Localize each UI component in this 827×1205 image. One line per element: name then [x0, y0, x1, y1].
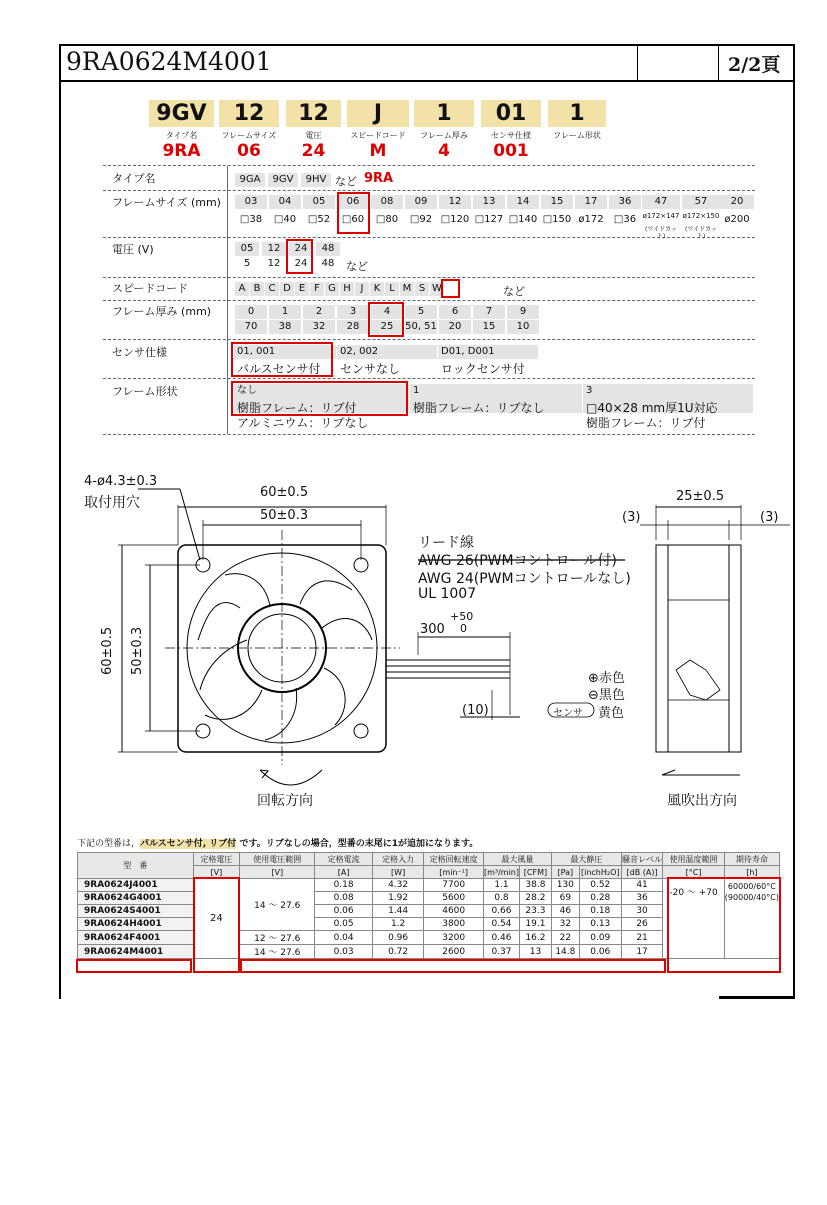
type-option: 9GV [268, 173, 298, 187]
shape-code: 1 [410, 384, 582, 398]
speed-code: S [415, 282, 429, 296]
th: 定格電流 [315, 853, 372, 866]
model-cell: 9RA0624M4001 [78, 945, 194, 959]
cell: 26 [621, 918, 663, 931]
frame-size-code: 12 [439, 195, 471, 209]
frame-size-code: 09 [405, 195, 437, 209]
highlight-box [667, 877, 781, 973]
frame-size-code: 05 [303, 195, 335, 209]
th-unit: [W] [372, 866, 424, 879]
code-selected: 001 [493, 141, 529, 161]
hole-label: 取付用穴 [84, 495, 140, 511]
doc-title: 9RA0624M4001 [66, 47, 272, 76]
code-selected: 24 [301, 141, 326, 161]
th: 使用温度範囲 [663, 853, 724, 866]
thickness-value: 70 [235, 320, 267, 334]
cell: 1.44 [372, 905, 424, 918]
note-post: です。リブなしの場合，型番の末尾に1が追加になります。 [236, 839, 479, 849]
type-option: 9GA [235, 173, 265, 187]
speed-code: L [385, 282, 399, 296]
sensor-value: パルスセンサ付 [237, 362, 321, 376]
th: 定格電圧 [193, 853, 240, 866]
voltage-code: 24 [289, 242, 313, 256]
spec-thickness-label: フレーム厚み (mm) [112, 305, 212, 318]
side-gap: (3) [760, 510, 779, 525]
life-1: 60000/60°C [727, 882, 776, 891]
cell: 0.54 [483, 918, 519, 931]
shape-value: 樹脂フレーム：リブ付 [237, 401, 357, 415]
voltage-code: 48 [316, 242, 340, 256]
thickness-value: 15 [473, 320, 505, 334]
height-60: 60±0.5 [100, 626, 115, 675]
cell: 41 [621, 879, 663, 892]
code-label: フレーム形状 [553, 131, 601, 140]
voltage-range: 14 ～ 27.6 [240, 879, 315, 931]
frame-size-code: 20 [720, 195, 754, 209]
strip-length: (10) [462, 703, 489, 718]
frame-note: (ワイドカット) [685, 226, 717, 240]
cell: 69 [551, 892, 579, 905]
lead-title: リード線 [418, 535, 474, 551]
cell: 0.8 [483, 892, 519, 905]
code-label: フレーム厚み [420, 131, 468, 140]
speed-code: K [370, 282, 384, 296]
cell: 4600 [424, 905, 484, 918]
airflow-label: 風吹出方向 [667, 793, 737, 809]
thickness-code: 2 [303, 305, 335, 319]
voltage-code: 05 [235, 242, 259, 256]
cell: 0.46 [483, 931, 519, 945]
shape-value: □40×28 mm厚1U対応 [586, 401, 718, 415]
sensor-code: 02, 002 [337, 345, 437, 359]
frame-size-value: □60 [341, 214, 365, 225]
th-unit: [V] [193, 866, 240, 879]
model-cell: 9RA0624F4001 [78, 931, 194, 945]
cell: 0.96 [372, 931, 424, 945]
cell: 0.18 [315, 879, 372, 892]
cell: 0.03 [315, 945, 372, 959]
code-label: センサ仕様 [491, 131, 531, 140]
th-unit: [°C] [663, 866, 724, 879]
cell: 30 [621, 905, 663, 918]
frame-size-value: ø172×150 [682, 212, 720, 220]
th: 最大風量 [483, 853, 551, 866]
type-nado: など [335, 175, 357, 188]
voltage-code: 12 [262, 242, 286, 256]
voltage-value: 5 [243, 258, 251, 269]
spec-frame-label: フレームサイズ (mm) [112, 196, 221, 209]
rated-voltage: 24 [193, 879, 240, 959]
thickness-value: 28 [337, 320, 369, 334]
spec-shape-label: フレーム形状 [112, 385, 178, 398]
frame-size-value: ø172 [578, 214, 604, 225]
cell: 17 [621, 945, 663, 959]
frame-size-code: 36 [609, 195, 641, 209]
cell: 7700 [424, 879, 484, 892]
shape-value: アルミニウム：リブなし [237, 416, 369, 430]
sensor-value: センサなし [340, 362, 401, 376]
thickness-value: 50, 51 [405, 321, 437, 332]
code-box: 12 [219, 100, 279, 127]
note-highlight: パルスセンサ付, リブ付 [140, 839, 237, 849]
thickness-code: 7 [473, 305, 505, 319]
cell: 3200 [424, 931, 484, 945]
spec-sensor-label: センサ仕様 [112, 346, 167, 359]
code-selected: 9RA [162, 141, 201, 161]
speed-code: H [340, 282, 354, 296]
cell: 0.06 [315, 905, 372, 918]
sensor-value: ロックセンサ付 [441, 362, 525, 376]
speed-code: E [295, 282, 309, 296]
speed-code: F [310, 282, 324, 296]
thickness-code: 9 [507, 305, 539, 319]
th-unit: [A] [315, 866, 372, 879]
sensor-tag: センサ [553, 708, 583, 719]
code-selected: 4 [438, 141, 450, 161]
frame-size-value: □80 [375, 214, 399, 225]
speed-nado: など [503, 285, 525, 298]
highlight-box [76, 959, 192, 973]
lead-ul: UL 1007 [418, 586, 477, 602]
shape-code: 3 [583, 384, 753, 398]
thickness-code: 5 [405, 305, 437, 319]
frame-size-value: □40 [273, 214, 297, 225]
cell: 1.2 [372, 918, 424, 931]
thickness-code: 6 [439, 305, 471, 319]
speed-code: D [280, 282, 294, 296]
frame-size-value: □38 [239, 214, 263, 225]
cell: 5600 [424, 892, 484, 905]
cell: 16.2 [520, 931, 552, 945]
cell: 0.72 [372, 945, 424, 959]
page-number: 2/2頁 [728, 54, 781, 76]
th-unit: [dB (A)] [621, 866, 663, 879]
cell: 22 [551, 931, 579, 945]
frame-size-value: □92 [409, 214, 433, 225]
th: 期待寿命 [724, 853, 779, 866]
cell: 19.1 [520, 918, 552, 931]
highlight-box [240, 959, 666, 973]
th: 使用電圧範囲 [240, 853, 315, 866]
thickness-code: 0 [235, 305, 267, 319]
model-cell: 9RA0624G4001 [78, 892, 194, 905]
cell: 46 [551, 905, 579, 918]
lead-awg26: AWG 26(PWMコントロール付) [418, 553, 617, 569]
th-unit: [CFM] [520, 866, 552, 879]
thickness-value: 25 [371, 320, 403, 334]
note-pre: 下記の型番は， [77, 839, 141, 849]
voltage-value: 24 [294, 258, 308, 269]
lead-length: 300 [420, 622, 445, 637]
speed-code: M [400, 282, 414, 296]
th-unit: [min⁻¹] [424, 866, 484, 879]
cell: 0.18 [579, 905, 621, 918]
hole-dim: 4-ø4.3±0.3 [84, 474, 158, 489]
thickness-value: 10 [507, 320, 539, 334]
frame-size-code: 57 [682, 195, 720, 209]
frame-size-code: 03 [235, 195, 267, 209]
frame-size-value: ø200 [724, 214, 750, 225]
th-unit: [V] [240, 866, 315, 879]
cell: 28.2 [520, 892, 552, 905]
code-label: 電圧 [305, 131, 322, 140]
cell: 0.08 [315, 892, 372, 905]
th-unit: [m³/min] [483, 867, 519, 877]
code-box: 01 [481, 100, 541, 127]
frame-size-value: □120 [440, 214, 470, 225]
sensor-code: D01, D001 [438, 345, 538, 359]
cell: 23.3 [520, 905, 552, 918]
cell: 14.8 [551, 945, 579, 959]
wire-red: ⊕赤色 [588, 671, 625, 686]
code-label: スピードコード [350, 131, 406, 140]
shape-value: 樹脂フレーム：リブ付 [586, 416, 706, 430]
th-unit: [Pa] [551, 866, 579, 879]
cell: 0.09 [579, 931, 621, 945]
code-box: 1 [414, 100, 474, 127]
code-box: J [347, 100, 409, 127]
frame-size-value: □52 [307, 214, 331, 225]
th-model: 型 番 [78, 853, 194, 879]
frame-size-code: 14 [507, 195, 539, 209]
type-selected: 9RA [364, 171, 394, 186]
spec-voltage-label: 電圧 (V) [112, 243, 154, 256]
model-note [77, 836, 478, 849]
code-label: フレームサイズ [221, 131, 277, 140]
type-option: 9HV [301, 173, 331, 187]
thickness-code: 3 [337, 305, 369, 319]
highlight-box [193, 877, 240, 973]
temp-range: -20 ～ +70 [663, 879, 724, 959]
frame-size-value: ø172×147 [642, 212, 680, 220]
speed-code: W [430, 282, 444, 296]
cell: 0.66 [483, 905, 519, 918]
voltage-range: 14 ～ 27.6 [240, 945, 315, 959]
shape-code: なし [234, 384, 409, 398]
voltage-value: 12 [267, 258, 281, 269]
th-unit: [h] [724, 866, 779, 879]
lead-tol-plus: +50 [450, 610, 474, 623]
code-selected: 06 [237, 141, 261, 161]
voltage-range: 12 ～ 27.6 [240, 931, 315, 945]
cell: 1.1 [483, 879, 519, 892]
shape-value: 樹脂フレーム：リブなし [413, 401, 545, 415]
cell: 0.04 [315, 931, 372, 945]
cell: 32 [551, 918, 579, 931]
cell: 13 [520, 945, 552, 959]
wire-yellow: 黄色 [598, 706, 625, 721]
speed-code: A [235, 282, 249, 296]
code-selected: M [369, 141, 387, 161]
frame-size-code: 17 [575, 195, 607, 209]
lead-tol-minus: 0 [460, 622, 467, 635]
frame-size-code: 08 [371, 195, 403, 209]
voltage-nado: など [346, 260, 368, 273]
code-label: タイプ名 [165, 131, 198, 140]
cell: 0.52 [579, 879, 621, 892]
cell: 38.8 [520, 879, 552, 892]
th-unit: [inchH₂O] [580, 867, 620, 877]
height-50: 50±0.3 [130, 626, 145, 675]
spec-speed-label: スピードコード [112, 282, 189, 295]
th: 最大静圧 [551, 853, 621, 866]
wire-black: ⊖黒色 [588, 688, 625, 703]
thickness-code: 1 [269, 305, 301, 319]
frame-size-value: □140 [508, 214, 538, 225]
sensor-code: 01, 001 [234, 345, 336, 359]
voltage-value: 48 [321, 258, 335, 269]
depth-dim: 25±0.5 [676, 489, 725, 504]
th: 定格回転速度 [424, 853, 484, 866]
lead-awg24: AWG 24(PWMコントロールなし) [418, 571, 631, 587]
width-50: 50±0.3 [260, 508, 309, 523]
cell: 0.28 [579, 892, 621, 905]
th: 騒音レベル [622, 854, 663, 864]
code-box: 12 [286, 100, 341, 127]
rotation-label: 回転方向 [257, 793, 313, 809]
cell: 2600 [424, 945, 484, 959]
spec-type-label: タイプ名 [112, 172, 156, 185]
frame-size-code: 13 [473, 195, 505, 209]
cell: 0.13 [579, 918, 621, 931]
speed-code: J [355, 282, 369, 296]
frame-size-code: 15 [541, 195, 573, 209]
thickness-value: 20 [439, 320, 471, 334]
frame-size-code: 04 [269, 195, 301, 209]
width-60: 60±0.5 [260, 485, 309, 500]
cell: 0.37 [483, 945, 519, 959]
thickness-code: 4 [371, 305, 403, 319]
speed-code: C [265, 282, 279, 296]
cell: 0.06 [579, 945, 621, 959]
th: 定格入力 [372, 853, 424, 866]
frame-size-code: 06 [337, 195, 369, 209]
model-cell: 9RA0624J4001 [78, 879, 194, 892]
speed-code: B [250, 282, 264, 296]
model-cell: 9RA0624H4001 [78, 918, 194, 931]
code-box: 9GV [149, 100, 214, 127]
cell: 21 [621, 931, 663, 945]
side-gap: (3) [622, 510, 641, 525]
cell: 4.32 [372, 879, 424, 892]
model-cell: 9RA0624S4001 [78, 905, 194, 918]
frame-size-value: □127 [474, 214, 504, 225]
frame-note: (ワイドカット) [645, 226, 677, 240]
speed-code: G [325, 282, 339, 296]
frame-size-value: □150 [542, 214, 572, 225]
thickness-value: 32 [303, 320, 335, 334]
frame-size-value: □36 [613, 214, 637, 225]
code-box: 1 [548, 100, 606, 127]
frame-size-code: 47 [642, 195, 680, 209]
cell: 130 [551, 879, 579, 892]
cell: 3800 [424, 918, 484, 931]
cell: 0.05 [315, 918, 372, 931]
life-2: (90000/40°C) [724, 893, 779, 902]
cell: 1.92 [372, 892, 424, 905]
cell: 36 [621, 892, 663, 905]
thickness-value: 38 [269, 320, 301, 334]
